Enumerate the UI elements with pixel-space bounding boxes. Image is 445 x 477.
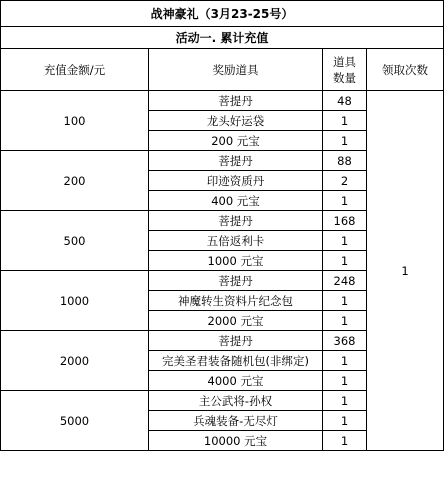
reward-item-qty: 1: [323, 311, 367, 331]
reward-item-name: 200 元宝: [149, 131, 323, 151]
reward-item-name: 菩提丹: [149, 331, 323, 351]
claim-count: 1: [367, 91, 444, 451]
header-amount: 充值金额/元: [1, 49, 149, 91]
reward-item-name: 1000 元宝: [149, 251, 323, 271]
reward-item-name: 菩提丹: [149, 271, 323, 291]
reward-item-name: 主公武将-孙权: [149, 391, 323, 411]
reward-item-name: 菩提丹: [149, 151, 323, 171]
tier-amount: 100: [1, 91, 149, 151]
tier-amount: 2000: [1, 331, 149, 391]
reward-item-name: 兵魂装备-无尽灯: [149, 411, 323, 431]
reward-item-name: 五倍返利卡: [149, 231, 323, 251]
reward-item-name: 400 元宝: [149, 191, 323, 211]
reward-item-name: 菩提丹: [149, 91, 323, 111]
reward-item-qty: 1: [323, 111, 367, 131]
reward-item-qty: 1: [323, 131, 367, 151]
title-row: [1, 1, 444, 27]
reward-item-name: 完美圣君装备随机包(非绑定): [149, 351, 323, 371]
reward-item-qty: 1: [323, 231, 367, 251]
reward-item-name: 4000 元宝: [149, 371, 323, 391]
reward-item-qty: 48: [323, 91, 367, 111]
tier-amount: 200: [1, 151, 149, 211]
reward-item-qty: 368: [323, 331, 367, 351]
tier-amount: 500: [1, 211, 149, 271]
header-qty-line1: 道具: [333, 54, 356, 69]
reward-item-name: 印迹资质丹: [149, 171, 323, 191]
header-row: [1, 49, 444, 91]
activity-title: 活动一. 累计充值: [1, 27, 444, 49]
reward-item-name: 菩提丹: [149, 211, 323, 231]
reward-item-qty: 1: [323, 291, 367, 311]
header-qty: [323, 49, 367, 91]
reward-item-qty: 1: [323, 351, 367, 371]
reward-item-qty: 168: [323, 211, 367, 231]
reward-item-name: 2000 元宝: [149, 311, 323, 331]
tier-amount: 5000: [1, 391, 149, 451]
table-row: [1, 91, 444, 111]
reward-item-qty: 1: [323, 371, 367, 391]
reward-item-qty: 1: [323, 251, 367, 271]
reward-item-qty: 248: [323, 271, 367, 291]
tier-amount: 1000: [1, 271, 149, 331]
reward-item-qty: 88: [323, 151, 367, 171]
reward-item-qty: 1: [323, 411, 367, 431]
header-qty-line2: 数量: [333, 70, 356, 85]
reward-item-qty: 1: [323, 431, 367, 451]
header-reward: 奖励道具: [149, 49, 323, 91]
reward-item-qty: 1: [323, 391, 367, 411]
reward-item-name: 神魔转生资料片纪念包: [149, 291, 323, 311]
reward-item-name: 龙头好运袋: [149, 111, 323, 131]
activity-row: [1, 27, 444, 49]
event-title: 战神豪礼（3月23-25号）: [1, 1, 444, 27]
reward-item-qty: 1: [323, 191, 367, 211]
reward-item-qty: 2: [323, 171, 367, 191]
reward-item-name: 10000 元宝: [149, 431, 323, 451]
header-claims: 领取次数: [367, 49, 444, 91]
